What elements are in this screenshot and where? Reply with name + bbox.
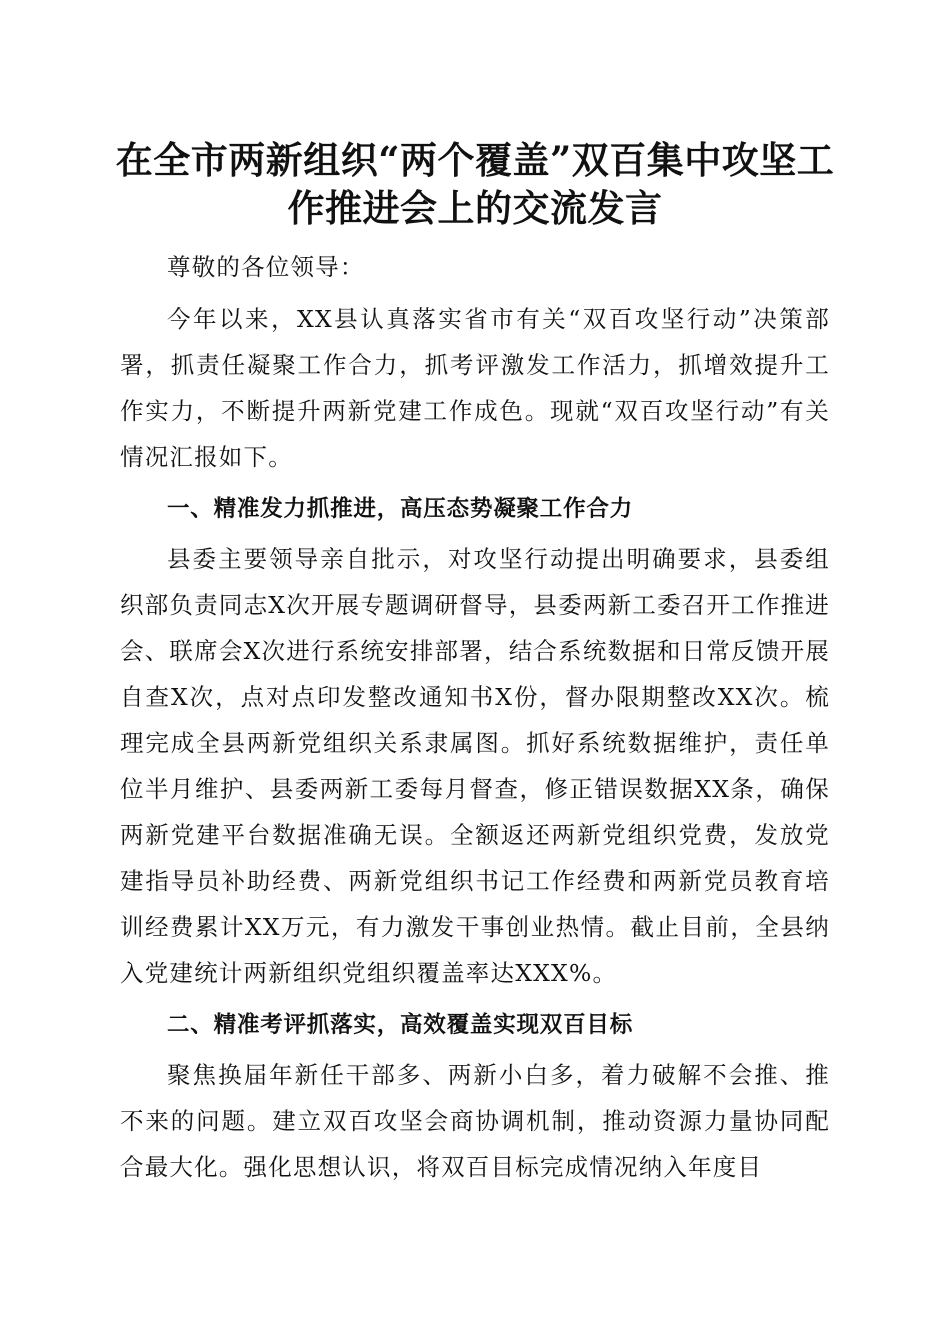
section-2-paragraph: 聚焦换届年新任干部多、两新小白多，着力破解不会推、推不来的问题。建立双百攻坚会商协调机制，推动资源力量协同配合最大化。强化思想认识，将双百目标完成情况纳入年度目 bbox=[120, 1061, 830, 1181]
intro-paragraph: 今年以来，XX县认真落实省市有关“双百攻坚行动”决策部署，抓责任凝聚工作合力，抓考评激发工作活力，抓增效提升工作实力，不断提升两新党建工作成色。现就“双百攻坚行动”有关情况汇报如下。 bbox=[120, 305, 830, 471]
section-2-heading: 二、精准考评抓落实，高效覆盖实现双百目标 bbox=[167, 1012, 634, 1038]
section-1-paragraph: 县委主要领导亲自批示，对攻坚行动提出明确要求，县委组织部负责同志X次开展专题调研督导，县委两新工委召开工作推进会、联席会X次进行系统安排部署，结合系统数据和日常反馈开展自查X次，点对点印发整改通知书X份，督办限期整改XX次。梳理完成全县两新党组织关系隶属图。抓好系统数据维护，责任单位半月维护、县委两新工委每月督查，修正错误数据XX条，确保两新党建平台数据准确无误。全额返还两新党组织党费，发放党建指导员补助经费、两新党组织书记工作经费和两新党员教育培训经费累计XX万元，有力激发干事创业热情。截止目前，全县纳入党建统计两新组织党组织覆盖率达XXX%。 bbox=[120, 545, 830, 987]
salutation: 尊敬的各位领导： bbox=[167, 253, 365, 281]
document-body bbox=[120, 244, 830, 1190]
document-title: 在全市两新组织“两个覆盖”双百集中攻坚工作推进会上的交流发言 bbox=[115, 138, 835, 230]
section-1-heading: 一、精准发力抓推进，高压态势凝聚工作合力 bbox=[167, 496, 634, 522]
